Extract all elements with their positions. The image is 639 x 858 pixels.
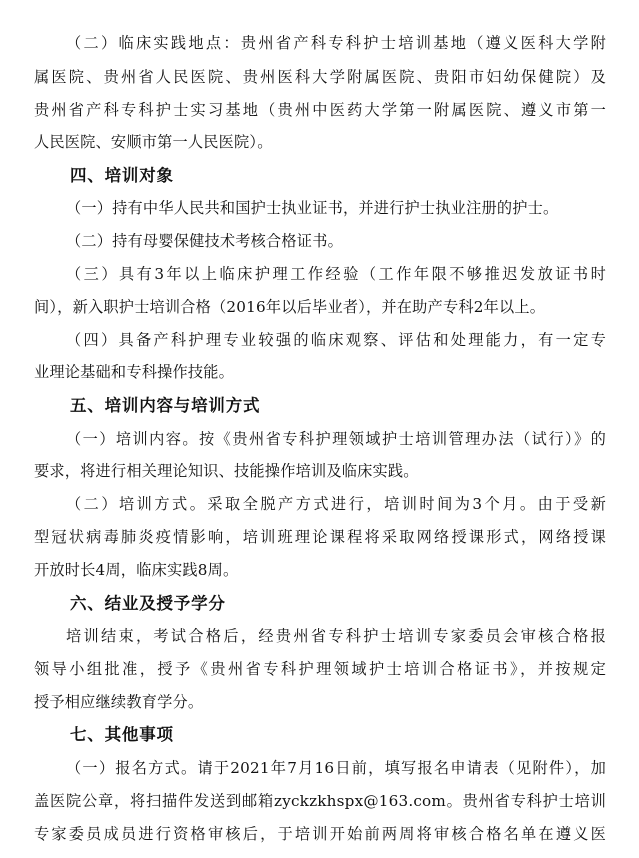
section-heading: 四、培训对象 xyxy=(70,166,174,185)
paragraph-line: 人民医院、安顺市第一人民医院）。 xyxy=(34,133,273,151)
paragraph-line: 要求，将进行相关理论知识、技能操作培训及临床实践。 xyxy=(34,462,419,480)
paragraph-line: 间），新入职护士培训合格（2016年以后毕业者），并在助产专科2年以上。 xyxy=(34,298,546,316)
paragraph-line: （一）报名方式。请于2021年7月16日前，填写报名申请表（见附件），加 xyxy=(66,759,606,777)
paragraph-line: （二）培训方式。采取全脱产方式进行，培训时间为3个月。由于受新 xyxy=(66,495,606,513)
paragraph-line: （三）具有3年以上临床护理工作经验（工作年限不够推迟发放证书时 xyxy=(66,265,606,283)
paragraph-line: （一）持有中华人民共和国护士执业证书，并进行护士执业注册的护士。 xyxy=(66,199,559,217)
paragraph-line: 型冠状病毒肺炎疫情影响，培训班理论课程将采取网络授课形式，网络授课 xyxy=(34,528,606,546)
paragraph-line: 领导小组批准，授予《贵州省专科护理领域护士培训合格证书》，并按规定 xyxy=(34,660,606,678)
section-heading: 七、其他事项 xyxy=(70,725,174,744)
section-heading: 五、培训内容与培训方式 xyxy=(70,396,261,415)
paragraph-line: 业理论基础和专科操作技能。 xyxy=(34,363,235,381)
paragraph-line: （二）持有母婴保健技术考核合格证书。 xyxy=(66,232,343,250)
section-heading: 六、结业及授予学分 xyxy=(70,594,226,613)
paragraph-line: （四）具备产科护理专业较强的临床观察、评估和处理能力，有一定专 xyxy=(66,331,606,349)
paragraph-line: 属医院、贵州省人民医院、贵州医科大学附属医院、贵阳市妇幼保健院）及 xyxy=(34,68,606,86)
paragraph-line: 开放时长4周，临床实践8周。 xyxy=(34,561,239,579)
paragraph-line: 贵州省产科专科护士实习基地（贵州中医药大学第一附属医院、遵义市第一 xyxy=(34,101,606,119)
paragraph-line: 培训结束，考试合格后，经贵州省专科护士培训专家委员会审核合格报 xyxy=(66,627,606,645)
paragraph-line: （二）临床实践地点：贵州省产科专科护士培训基地（遵义医科大学附 xyxy=(66,34,606,52)
paragraph-line: （一）培训内容。按《贵州省专科护理领域护士培训管理办法（试行）》的 xyxy=(66,430,606,448)
paragraph-line: 专家委员成员进行资格审核后，于培训开始前两周将审核合格名单在遵义医 xyxy=(34,825,606,843)
paragraph-line: 盖医院公章，将扫描件发送到邮箱zyckzkhspx@163.com。贵州省专科护士培训 xyxy=(34,792,606,810)
paragraph-line: 授予相应继续教育学分。 xyxy=(34,693,204,711)
